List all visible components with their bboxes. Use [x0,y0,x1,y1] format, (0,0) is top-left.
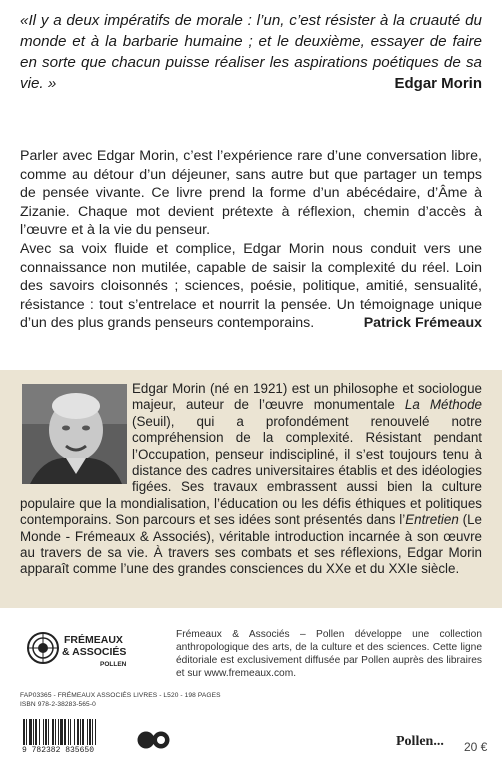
quote-author: Edgar Morin [394,75,482,92]
pollen-distributor-logo: Pollen... [396,734,444,749]
isbn-barcode [20,719,130,753]
barcode-bar [89,719,91,745]
fremeaux-associes-logo [26,630,144,674]
barcode-bar [68,719,69,745]
barcode-bar [33,719,34,745]
barcode-bar [95,719,96,745]
barcode-bar [87,719,88,745]
presentation-paragraph-1: Parler avec Edgar Morin, c’est l’expérience rare d’une conversation libre, comme au détour d’un déjeuner, sans autre but que partager un temps de pensée vivante. Ce livre prend la forme d’un abécédaire, d’Âme à Zizanie. Chaque mot devient prétexte à réflexion, chemin d’accès à l’œuvre et à la vie du penseur. [20,148,482,239]
logo-text-line3: POLLEN [100,661,127,668]
catalog-line: FAP03365 - FRÉMEAUX ASSOCIÉS LIVRES - L520 - 198 PAGES [20,692,221,699]
barcode-bar [48,719,49,745]
logo-text-line2: & ASSOCIÉS [62,646,127,658]
barcode-bar [92,719,93,745]
dual-circle-logo [136,728,194,753]
isbn-line: ISBN 978-2-38283-565-0 [20,700,96,708]
circles-icon [136,728,194,753]
presentation-paragraph-2: Avec sa voix fluide et complice, Edgar Morin nous conduit vers une connaissance non mutilée, capable de saisir la complexité du réel. Loin des savoirs cloisonnés ; sciences, poésie, politique, amitié, sensualité, résistance : tout s’entrelace et nourrit la pensée. Un témoignage unique d’un des plus grands penseurs contemporains. Patrick Frémeaux [20,240,482,332]
barcode-bar [64,719,66,745]
signature: Patrick Frémeaux [363,315,482,332]
price-label: 20 € [464,740,488,754]
logo-text-line1: FRÉMEAUX [64,634,123,646]
presentation-text [20,147,482,333]
barcode-bar [39,719,40,745]
barcode-bar [82,719,84,745]
author-biography: Edgar Morin (né en 1921) est un philosophe et sociologue majeur, auteur de l’œuvre monumentale La Méthode (Seuil), qui a profondément renouvelé notre compréhension de la complexité. Résistant pendant l’Occupation, penseur indiscipliné, il s’est toujours tenu à distance des cadres universitaires établis et des idéologies figées. Ses travaux embrassent aussi bien la culture populaire que la mondialisation, l’éducation ou les défis éthiques et politiques contemporains. Son parcours et ses idées sont présentés dans l’Entretien (Le Monde - Frémeaux & Associés), véritable introduction incarnée à son œuvre au travers de sa vie. À travers ses combats et ses réflexions, Edgar Morin apparaît comme l’une des grandes consciences du XXe et du XXIe siècle. [20,381,482,577]
barcode-bar [58,719,59,745]
publisher-description: Frémeaux & Associés – Pollen développe une collection anthropologique des arts, de la culture et des sciences. Cette ligne éditoriale est exclusivement diffusée par Pollen auprès des libraires et sur www.fremeaux.com. [176,629,482,679]
barcode-digits: 9 782382 835650 [22,746,95,753]
barcode-graphic [20,719,130,753]
barcode-bar [26,719,27,745]
photo-spacer [20,381,132,483]
fremeaux-logo-mark [26,630,144,674]
barcode-bar [60,719,63,745]
barcode-bar [29,719,32,745]
entretien-title: Entretien [405,512,459,528]
book-title: La Méthode [404,397,482,413]
barcode-bar [55,719,56,745]
barcode-bar [52,719,54,745]
barcode-bar [80,719,81,745]
barcode-bar [70,719,71,745]
barcode-bar [35,719,37,745]
barcode-bar [74,719,75,745]
barcode-bar [23,719,25,745]
barcode-bar [77,719,79,745]
barcode-bar [43,719,44,745]
epigraph-quote [20,10,482,94]
book-metadata [20,692,320,709]
barcode-bar [45,719,47,745]
quote-text: «Il y a deux impératifs de morale : l’un, c’est résister à la cruauté du monde et à la barbarie humaine ; et le deuxième, essayer de faire en sorte que chacun puisse réaliser les aspirations poétiques de sa vie. » [20,12,482,92]
